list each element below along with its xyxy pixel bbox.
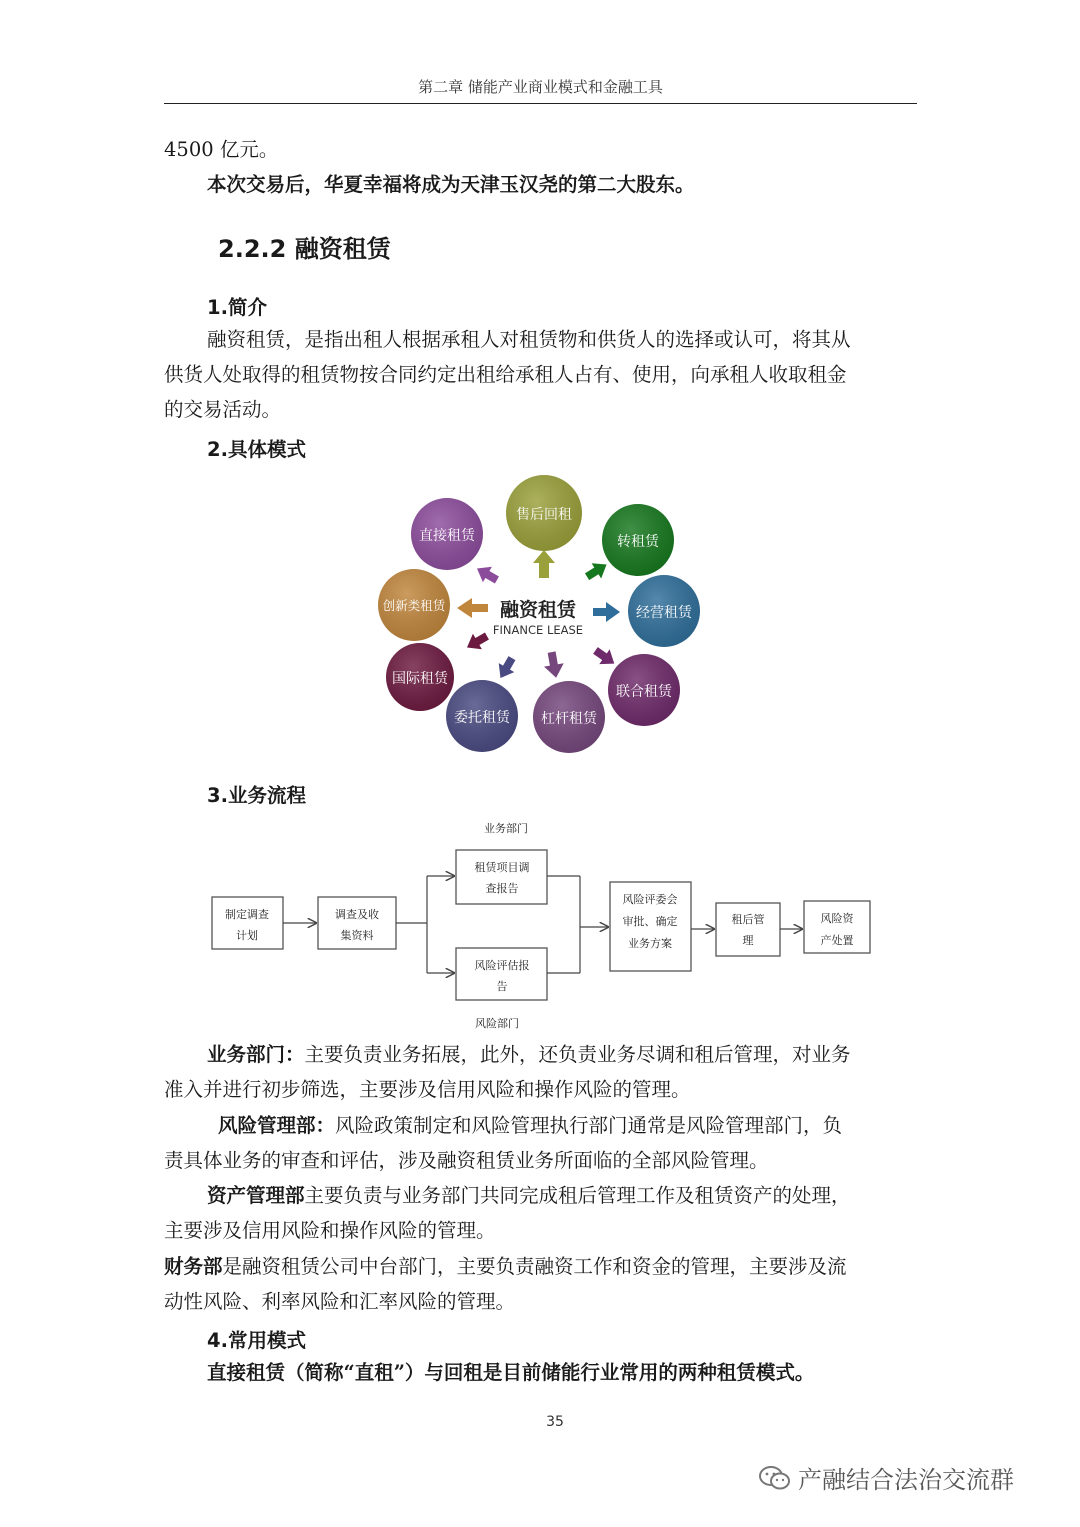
flow-box: [716, 903, 780, 956]
arrow-to-leveraged-lease: [542, 650, 566, 679]
node-label: 转租赁: [617, 534, 659, 550]
section-title: 融资租赁: [286, 235, 391, 263]
common-heading: 4.常用模式: [207, 1329, 306, 1352]
flow-heading: 3.业务流程: [207, 784, 306, 807]
arrow-to-sale-leaseback: [533, 550, 555, 578]
flow-box-text: 审批、确定: [622, 915, 678, 928]
dept-lead: 资产管理部: [207, 1184, 305, 1207]
watermark: [758, 1460, 1014, 1498]
flow-box-text: 调查及收: [335, 908, 379, 921]
center-subtitle: FINANCE LEASE: [492, 623, 584, 637]
arrow-to-entrusted-lease: [493, 654, 520, 683]
dept-paragraph-line: 动性风险、利率风险和汇率风险的管理。: [164, 1290, 516, 1313]
arrow-to-sublease: [582, 557, 611, 584]
center-title: 融资租赁: [499, 599, 577, 621]
closing-line: 直接租赁（简称“直租”）与回租是目前储能行业常用的两种租赁模式。: [207, 1361, 815, 1384]
finance-lease-mode-diagram: [370, 468, 710, 758]
intro-line: 融资租赁，是指出租人根据承租人对租赁物和供货人的选择或认可，将其从: [207, 328, 851, 351]
flow-box-text: 租赁项目调: [474, 861, 530, 874]
wechat-icon: [758, 1464, 792, 1498]
flow-box-text: 产处置: [820, 934, 854, 947]
bold-statement: 本次交易后，华夏幸福将成为天津玉汉尧的第二大股东。: [207, 173, 695, 196]
node-label: 直接租赁: [419, 528, 475, 544]
node-syndicated-lease: [608, 654, 680, 726]
arrow-to-operating-lease: [593, 602, 620, 622]
node-label: 创新类租赁: [382, 598, 446, 613]
node-entrusted-lease: [446, 680, 518, 752]
watermark-text: 产融结合法治交流群: [798, 1466, 1014, 1494]
dept-paragraph-line: 主要涉及信用风险和操作风险的管理。: [164, 1219, 496, 1242]
arrow-to-international-lease: [463, 628, 492, 655]
flow-box-text: 风险资: [820, 912, 854, 925]
flow-box-text: 查报告: [485, 882, 519, 895]
header-rule: [164, 103, 917, 104]
business-flow-diagram: [200, 812, 880, 1034]
flow-box-text: 业务方案: [628, 937, 672, 950]
flow-box-text: 集资料: [340, 929, 374, 942]
intro-heading: 1.简介: [207, 296, 267, 319]
node-label: 委托租赁: [454, 710, 510, 726]
node-international-lease: [386, 643, 454, 711]
flow-box-text: 租后管: [731, 913, 765, 926]
intro-line: 的交易活动。: [164, 398, 282, 421]
dept-paragraph-line: 风险管理部：风险政策制定和风险管理执行部门通常是风险管理部门，负: [218, 1114, 843, 1137]
node-sale-leaseback: [506, 475, 582, 551]
dept-paragraph-line: 财务部是融资租赁公司中台部门，主要负责融资工作和资金的管理，主要涉及流: [164, 1255, 847, 1278]
node-sublease: [602, 504, 674, 576]
node-leveraged-lease: [533, 681, 605, 753]
arrow-to-direct-lease: [473, 561, 502, 588]
mode-heading: 2.具体模式: [207, 438, 306, 461]
node-label: 国际租赁: [392, 671, 448, 687]
node-label: 经营租赁: [636, 605, 692, 621]
dept-paragraph-line: 准入并进行初步筛选，主要涉及信用风险和操作风险的管理。: [164, 1078, 691, 1101]
dept-paragraph-line: 资产管理部主要负责与业务部门共同完成租后管理工作及租赁资产的处理，: [207, 1184, 851, 1207]
flow-box-text: 理: [742, 934, 754, 947]
flow-box-text: 风险评委会: [622, 893, 678, 906]
dept-paragraph-line: 业务部门：主要负责业务拓展，此外，还负责业务尽调和租后管理，对业务: [207, 1043, 851, 1066]
flow-box-text: 风险评估报: [474, 959, 530, 972]
section-number: 2.2.2: [218, 235, 287, 263]
node-innovative-lease: [378, 569, 450, 641]
section-heading: [218, 229, 391, 264]
node-operating-lease: [628, 575, 700, 647]
page-number: 35: [546, 1414, 564, 1430]
node-label: 联合租赁: [616, 684, 672, 700]
dept-label-business: 业务部门: [484, 822, 528, 835]
flow-box-text: 告: [496, 980, 508, 993]
flow-box-text: 计划: [236, 929, 258, 942]
flow-box: [456, 850, 547, 904]
dept-paragraph-line: 责具体业务的审查和评估，涉及融资租赁业务所面临的全部风险管理。: [164, 1149, 769, 1172]
dept-lead: 财务部: [164, 1255, 223, 1278]
dept-label-risk: 风险部门: [475, 1017, 519, 1030]
node-label: 售后回租: [516, 507, 572, 523]
continuation-line: 4500 亿元。: [164, 138, 279, 161]
dept-lead: 风险管理部：: [218, 1114, 336, 1137]
node-direct-lease: [411, 498, 483, 570]
node-label: 杠杆租赁: [541, 711, 597, 727]
dept-lead: 业务部门：: [207, 1043, 305, 1066]
arrow-to-syndicated-lease: [590, 643, 619, 671]
arrow-to-innovative-lease: [457, 598, 488, 618]
intro-line: 供货人处取得的租赁物按合同约定出租给承租人占有、使用，向承租人收取租金: [164, 363, 847, 386]
flow-box-text: 制定调查: [225, 908, 269, 921]
chapter-header: 第二章 储能产业商业模式和金融工具: [418, 78, 663, 96]
